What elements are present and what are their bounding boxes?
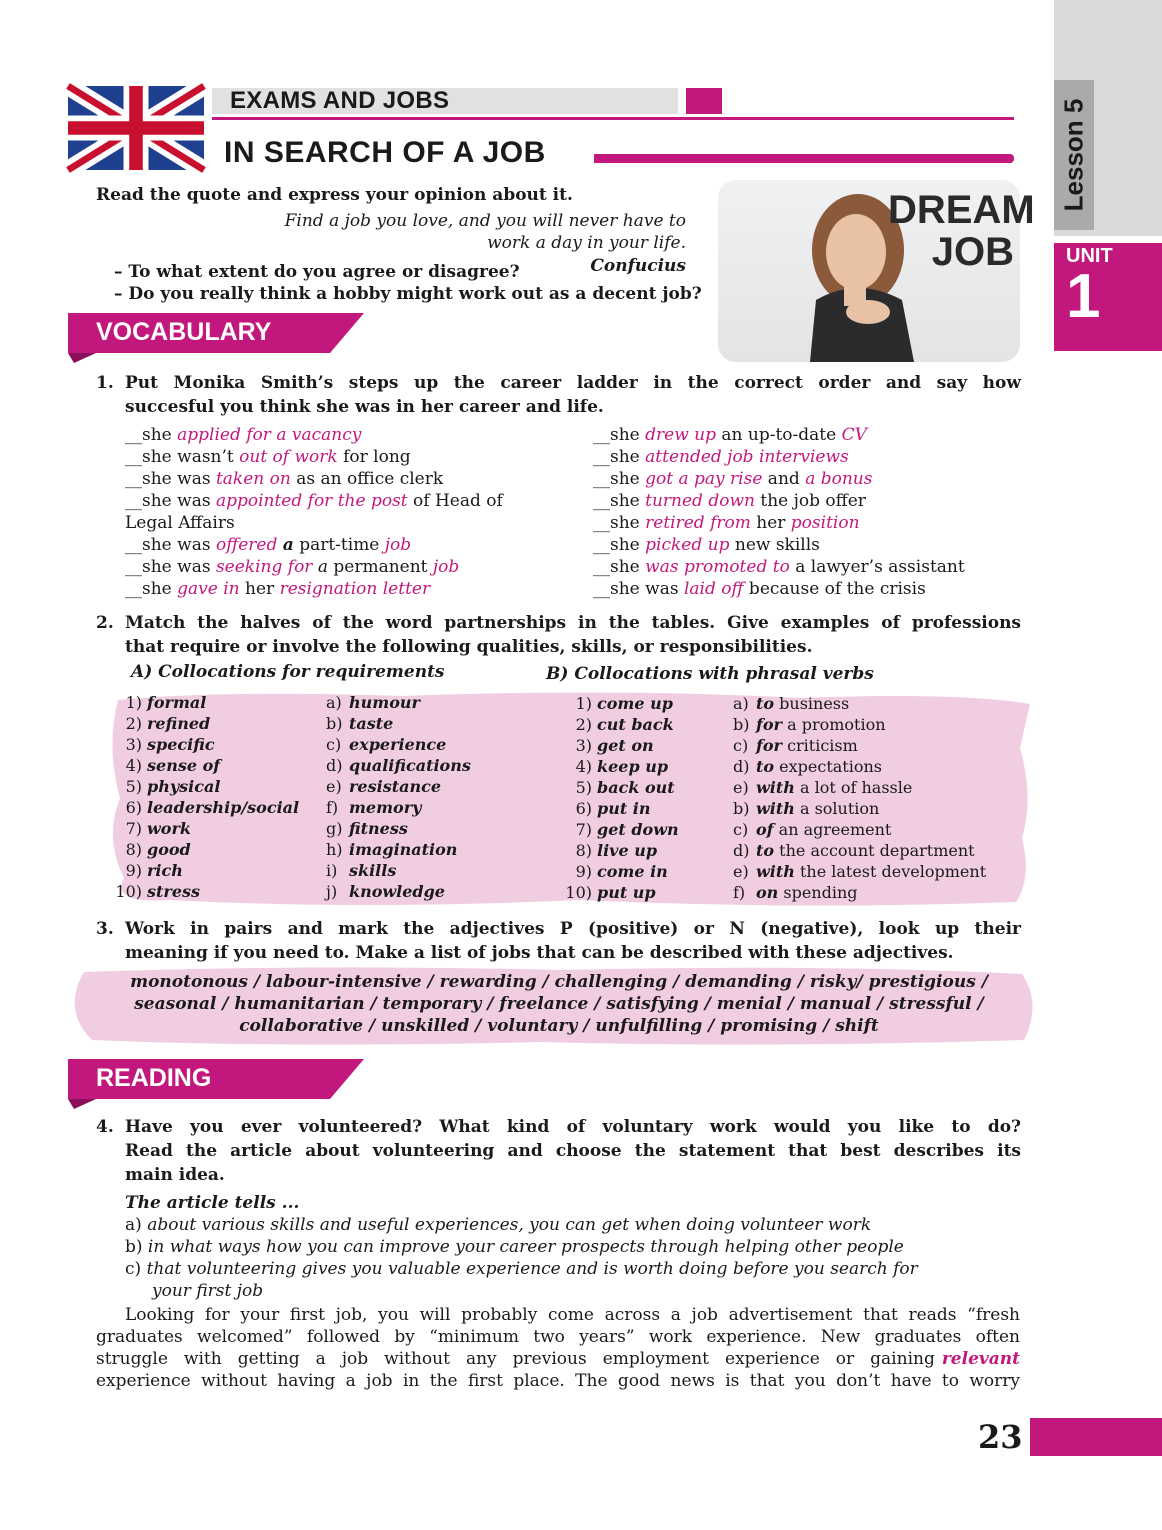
career-step (593, 490, 866, 512)
ex4-number: 4. (96, 1117, 114, 1137)
article-paragraph-line-4: experience without having a job in the first place. The good news is that you don’t have to worry (96, 1371, 1020, 1391)
option-c-text-continued: your first job (152, 1281, 264, 1301)
collocation-item (733, 756, 882, 777)
collocation-item (110, 755, 220, 776)
item-word: fitness (349, 819, 408, 838)
item-marker: 4) (575, 757, 592, 776)
key-phrase: taken on (215, 469, 291, 489)
key-phrase: job (432, 557, 460, 577)
item-word: keep up (597, 757, 669, 776)
item-marker: a) (733, 694, 749, 713)
career-step (125, 446, 411, 468)
quote-author: Confucius (590, 256, 686, 276)
key-phrase: was promoted to (645, 557, 790, 577)
step-text: __she (593, 469, 646, 489)
key-phrase: a bonus (805, 469, 873, 489)
item-word: get on (597, 736, 654, 755)
option-a-label: a) (125, 1215, 142, 1235)
dream-job-photo (718, 180, 1035, 362)
item-marker: b) (326, 714, 343, 733)
collocation-item (326, 755, 471, 776)
intro-question-2: – Do you really think a hobby might work out as a decent job? (114, 284, 702, 304)
collocation-item (560, 819, 679, 840)
item-marker: b) (733, 715, 750, 734)
collocation-item (326, 776, 441, 797)
ex1-number: 1. (96, 373, 114, 393)
adjectives-line-3: collaborative / unskilled / voluntary / unfulfilling / promising / shift (239, 1016, 879, 1036)
adjectives-line-1: monotonous / labour-intensive / rewarding / challenging / demanding / risky/ prestigious / (130, 972, 988, 992)
item-rest: a lot of hassle (794, 778, 913, 797)
key-phrase: laid off (683, 579, 744, 599)
item-word: knowledge (349, 882, 445, 901)
ex4-instruction-line-3: main idea. (125, 1165, 225, 1185)
key-phrase: got a pay rise (645, 469, 763, 489)
collocation-item (733, 882, 858, 903)
option-c (125, 1258, 918, 1280)
unit-badge (1054, 243, 1162, 351)
item-marker: e) (733, 862, 749, 881)
step-text: Legal Affairs (125, 513, 235, 533)
photo-caption-line-1: DREAM (888, 188, 1035, 232)
item-rest: the account department (774, 841, 975, 860)
item-marker: 3) (575, 736, 592, 755)
option-b (125, 1236, 904, 1258)
item-word: good (147, 840, 191, 859)
item-preposition: for (756, 715, 782, 734)
ex2-instruction-line-2: that require or involve the following qualities, skills, or responsibilities. (125, 637, 813, 657)
item-marker: 3) (125, 735, 142, 754)
page-number-bar (1030, 1418, 1162, 1456)
item-word: put up (597, 883, 656, 902)
photo-caption-line-2: JOB (931, 230, 1014, 274)
article-lead: The article tells ... (125, 1193, 300, 1213)
career-step (593, 578, 926, 600)
item-marker: 6) (125, 798, 142, 817)
collocation-item (110, 818, 191, 839)
ex4-instruction-line-1: Have you ever volunteered? What kind of voluntary work would you like to do? (125, 1117, 1021, 1137)
collocation-item (110, 692, 206, 713)
ex3-instruction-line-1: Work in pairs and mark the adjectives P (positive) or N (negative), look up their (125, 919, 1021, 939)
key-phrase: applied for a vacancy (177, 425, 362, 445)
option-b-label: b) (125, 1237, 143, 1257)
unit-label: UNIT (1066, 245, 1113, 267)
collocation-item (733, 777, 912, 798)
item-word: taste (349, 714, 394, 733)
step-text: __she (593, 491, 646, 511)
collocation-item (110, 734, 215, 755)
career-step (593, 468, 872, 490)
step-text: as an office clerk (290, 469, 444, 489)
ex2-instruction-line-1: Match the halves of the word partnerships in the tables. Give examples of professions (125, 613, 1021, 633)
table-b-title: B) Collocations with phrasal verbs (546, 664, 874, 684)
collocation-item (326, 734, 446, 755)
item-preposition: to (756, 694, 775, 713)
option-a (125, 1214, 871, 1236)
collocation-item (560, 735, 654, 756)
collocation-item (326, 839, 457, 860)
article-paragraph-line-3-text: struggle with getting a job without any previous employment experience or gaining (96, 1349, 935, 1369)
collocation-item (560, 693, 673, 714)
item-word: formal (147, 693, 207, 712)
item-rest: the latest development (794, 862, 987, 881)
step-text: new skills (729, 535, 820, 555)
item-marker: 2) (575, 715, 592, 734)
ex1-instruction-line-1: Put Monika Smith’s steps up the career ladder in the correct order and say how (125, 373, 1021, 393)
key-phrase: drew up (645, 425, 716, 445)
item-marker: d) (326, 756, 343, 775)
collocation-item (560, 882, 656, 903)
career-step (593, 534, 820, 556)
item-marker: 10) (115, 882, 142, 901)
item-rest: a promotion (781, 715, 886, 734)
item-marker: i) (326, 861, 338, 880)
item-marker: c) (326, 735, 342, 754)
step-text: __she (593, 425, 646, 445)
item-preposition: with (756, 799, 795, 818)
step-text: part-time (293, 535, 385, 555)
collocation-item (326, 881, 445, 902)
item-word: get down (597, 820, 679, 839)
collocation-item (733, 840, 975, 861)
collocation-item (326, 797, 421, 818)
option-c-label: c) (125, 1259, 142, 1279)
item-marker: f) (733, 883, 746, 902)
item-word: physical (147, 777, 221, 796)
item-marker: 1) (125, 693, 142, 712)
item-marker: e) (733, 778, 749, 797)
key-phrase: turned down (645, 491, 755, 511)
key-phrase: CV (841, 425, 867, 445)
item-word: skills (349, 861, 397, 880)
title-accent-bar (594, 154, 1014, 163)
item-word: come in (597, 862, 668, 881)
collocation-item (110, 797, 299, 818)
key-phrase: position (790, 513, 860, 533)
item-word: specific (147, 735, 215, 754)
career-step (125, 534, 411, 556)
lesson-tab (1054, 80, 1094, 230)
option-c-text: that volunteering gives you valuable experience and is worth doing before you search for (146, 1259, 918, 1279)
item-marker: f) (326, 798, 339, 817)
item-marker: 10) (565, 883, 592, 902)
collocation-item (560, 861, 668, 882)
item-marker: j) (326, 882, 338, 901)
item-marker: e) (326, 777, 342, 796)
career-step (125, 512, 235, 534)
key-phrase: seeking for (215, 557, 313, 577)
table-a-title: A) Collocations for requirements (131, 662, 445, 682)
step-text: a (317, 557, 328, 577)
item-rest: an agreement (773, 820, 892, 839)
step-text: __she was (125, 535, 216, 555)
item-word: cut back (597, 715, 674, 734)
adjectives-line-2: seasonal / humanitarian / temporary / freelance / satisfying / menial / manual / stressful / (134, 994, 984, 1014)
career-step (125, 490, 503, 512)
collocation-item (326, 713, 393, 734)
item-marker: d) (733, 757, 750, 776)
step-text: and (762, 469, 806, 489)
item-marker: 9) (125, 861, 142, 880)
key-phrase: appointed for the post (215, 491, 408, 511)
key-phrase: offered (215, 535, 278, 555)
collocation-item (733, 819, 891, 840)
step-text: __she (125, 425, 178, 445)
step-text: of Head of (407, 491, 503, 511)
collocation-item (110, 839, 191, 860)
step-text: a lawyer’s assistant (789, 557, 965, 577)
article-paragraph-line-3 (96, 1348, 1020, 1370)
uk-flag-icon (68, 86, 204, 170)
ex3-instruction-line-2: meaning if you need to. Make a list of jobs that can be described with these adjectives. (125, 943, 954, 963)
item-preposition: with (756, 862, 795, 881)
career-step (125, 578, 430, 600)
collocation-item (110, 713, 210, 734)
topic-underline (212, 117, 1014, 120)
item-marker: g) (326, 819, 343, 838)
career-step (593, 512, 860, 534)
topic-title: EXAMS AND JOBS (230, 87, 450, 114)
item-marker: 1) (575, 694, 592, 713)
step-text: because of the crisis (743, 579, 926, 599)
item-word: resistance (349, 777, 442, 796)
item-marker: 7) (575, 820, 592, 839)
item-word: memory (349, 798, 422, 817)
item-marker: 7) (125, 819, 142, 838)
collocation-item (733, 693, 849, 714)
item-rest: a solution (794, 799, 880, 818)
reading-heading: READING (96, 1064, 212, 1092)
item-preposition: to (756, 757, 775, 776)
lesson-label: Lesson 5 (1058, 98, 1089, 212)
item-word: refined (147, 714, 211, 733)
step-text: __she (593, 557, 646, 577)
option-a-text: about various skills and useful experiences, you can get when doing volunteer work (147, 1215, 872, 1235)
key-phrase: retired from (645, 513, 751, 533)
step-text: her (239, 579, 280, 599)
item-marker: a) (326, 693, 342, 712)
key-phrase: job (384, 535, 412, 555)
collocation-item (733, 714, 886, 735)
collocation-item (733, 798, 879, 819)
collocation-item (733, 861, 986, 882)
career-step (593, 424, 867, 446)
collocation-item (110, 881, 200, 902)
step-text: __she (593, 535, 646, 555)
step-text: an up-to-date (716, 425, 842, 445)
collocation-item (110, 776, 220, 797)
item-word: back out (597, 778, 675, 797)
step-text: __she (593, 513, 646, 533)
key-phrase: picked up (645, 535, 730, 555)
quote-line-2: work a day in your life. (487, 233, 686, 253)
collocation-item (326, 818, 408, 839)
ex2-number: 2. (96, 613, 114, 633)
item-marker: c) (733, 736, 749, 755)
collocation-item (326, 860, 396, 881)
item-marker: 9) (575, 862, 592, 881)
step-text: permanent (327, 557, 433, 577)
item-preposition: with (756, 778, 795, 797)
key-phrase: gave in (177, 579, 240, 599)
item-rest: criticism (781, 736, 858, 755)
topic-square (686, 88, 722, 114)
key-phrase: out of work (239, 447, 338, 467)
item-marker: h) (326, 840, 343, 859)
step-text: __she wasn’t (125, 447, 240, 467)
collocation-item (560, 840, 657, 861)
item-rest: business (774, 694, 850, 713)
vocabulary-heading: VOCABULARY (96, 318, 272, 346)
item-word: qualifications (349, 756, 471, 775)
item-marker: 5) (125, 777, 142, 796)
keyword-relevant: relevant (941, 1349, 1020, 1369)
item-marker: b) (733, 799, 750, 818)
item-rest: spending (778, 883, 858, 902)
career-step (125, 424, 361, 446)
career-step (125, 468, 443, 490)
collocation-item (560, 798, 651, 819)
step-text: __she was (593, 579, 684, 599)
intro-instruction: Read the quote and express your opinion about it. (96, 185, 573, 205)
step-text: the job offer (754, 491, 866, 511)
item-word: leadership/social (147, 798, 300, 817)
step-text: __she was (125, 491, 216, 511)
career-step (593, 556, 965, 578)
ex4-instruction-line-2: Read the article about volunteering and choose the statement that best describes its (125, 1141, 1021, 1161)
article-paragraph-line-1: Looking for your first job, you will probably come across a job advertisement that reads “fresh (125, 1305, 1020, 1325)
page-number: 23 (978, 1418, 1023, 1456)
item-word: stress (147, 882, 201, 901)
item-marker: 5) (575, 778, 592, 797)
item-word: experience (349, 735, 447, 754)
item-word: live up (597, 841, 658, 860)
intro-question-1: – To what extent do you agree or disagree? (114, 262, 520, 282)
item-preposition: on (756, 883, 779, 902)
item-marker: 2) (125, 714, 142, 733)
career-step (593, 446, 849, 468)
collocation-item (733, 735, 858, 756)
step-text: a (282, 535, 294, 555)
step-text: her (750, 513, 791, 533)
item-preposition: to (756, 841, 775, 860)
item-word: come up (597, 694, 673, 713)
item-preposition: of (756, 820, 774, 839)
collocation-item (560, 777, 675, 798)
ex1-instruction-line-2: succesful you think she was in her career and life. (125, 397, 604, 417)
step-text: __she was (125, 469, 216, 489)
unit-number: 1 (1066, 262, 1101, 331)
item-marker: d) (733, 841, 750, 860)
collocation-item (560, 756, 668, 777)
item-word: put in (597, 799, 651, 818)
option-b-text: in what ways how you can improve your career prospects through helping other people (147, 1237, 904, 1257)
collocation-item (110, 860, 183, 881)
item-word: humour (349, 693, 420, 712)
item-word: rich (147, 861, 183, 880)
item-marker: 6) (575, 799, 592, 818)
item-marker: c) (733, 820, 749, 839)
item-preposition: for (756, 736, 782, 755)
item-marker: 8) (575, 841, 592, 860)
item-marker: 8) (125, 840, 142, 859)
item-marker: 4) (125, 756, 142, 775)
key-phrase: attended job interviews (645, 447, 849, 467)
step-text: __she (593, 447, 646, 467)
page-title: IN SEARCH OF A JOB (224, 136, 546, 169)
item-word: sense of (147, 756, 221, 775)
ex3-number: 3. (96, 919, 114, 939)
article-paragraph-line-2: graduates welcomed” followed by “minimum two years” work experience. New graduates often (96, 1327, 1020, 1347)
item-word: imagination (349, 840, 458, 859)
item-word: work (147, 819, 191, 838)
item-rest: expectations (774, 757, 882, 776)
quote-line-1: Find a job you love, and you will never have to (284, 211, 686, 231)
collocation-item (326, 692, 420, 713)
key-phrase: resignation letter (279, 579, 431, 599)
step-text: __she (125, 579, 178, 599)
career-step (125, 556, 459, 578)
step-text: __she was (125, 557, 216, 577)
collocation-item (560, 714, 674, 735)
step-text: for long (337, 447, 411, 467)
